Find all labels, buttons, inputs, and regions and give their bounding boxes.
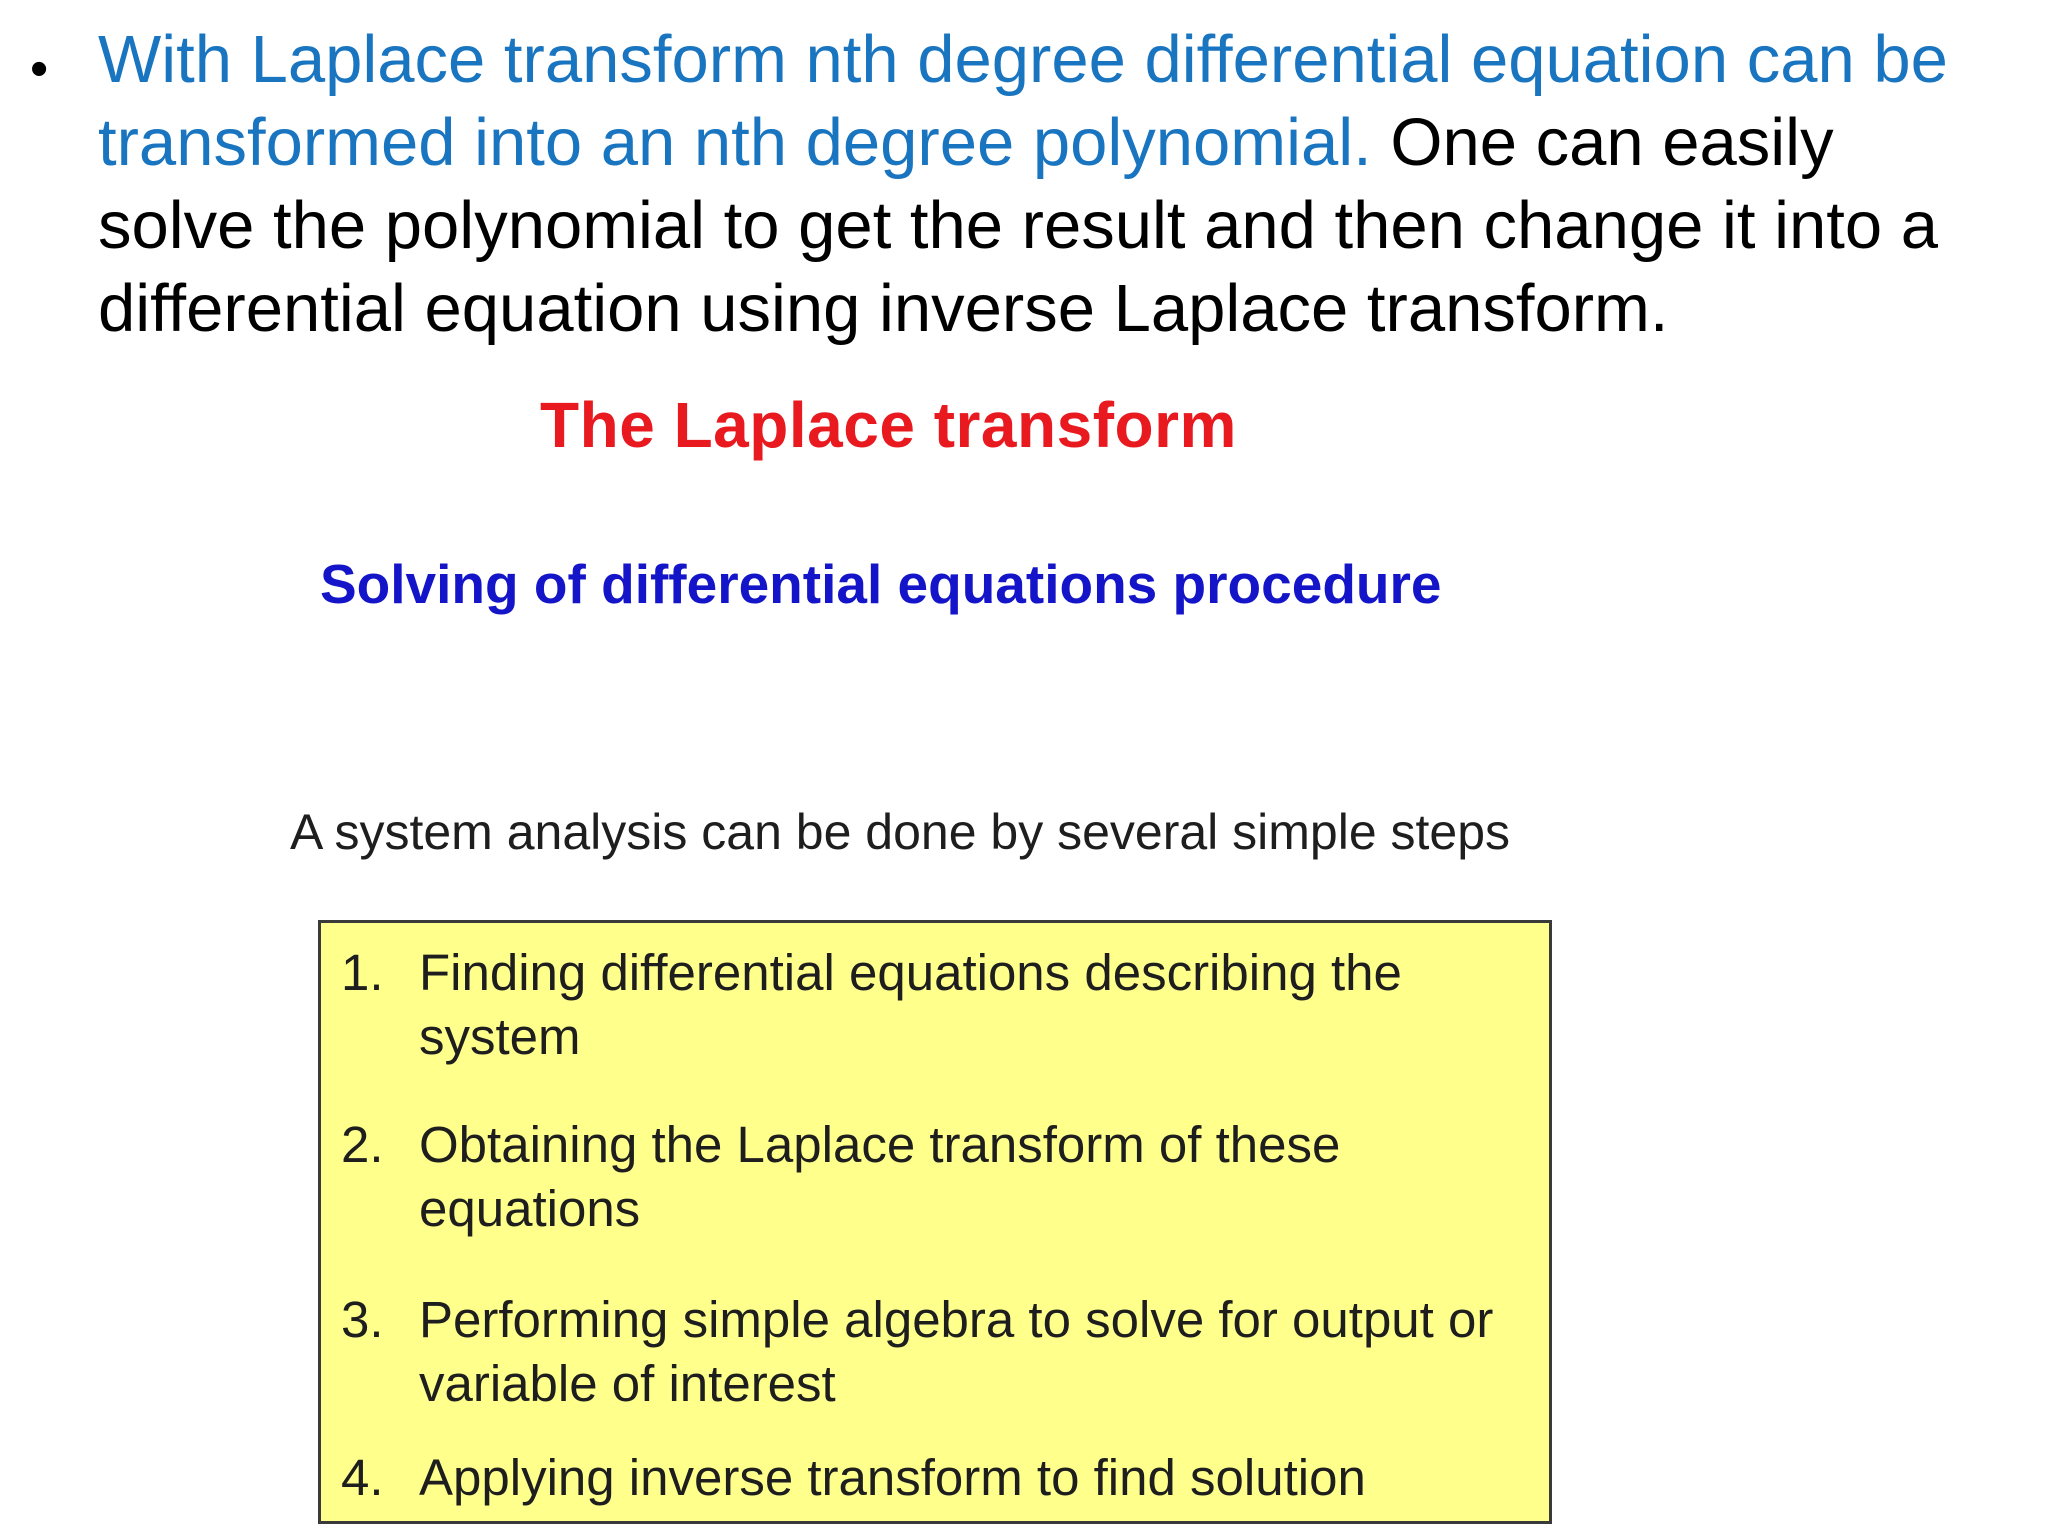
figure-subtitle: Solving of differential equations procedure: [320, 553, 1442, 615]
step-number: 3.: [341, 1291, 384, 1348]
step-number: 2.: [341, 1116, 384, 1173]
bullet-highlight-text: With Laplace transform nth degree differential equation can be transformed into an nth degree polynomial.: [98, 22, 1948, 180]
step-text: Finding differential equations describing the system: [419, 944, 1402, 1065]
bullet-dot-icon: •: [30, 40, 49, 98]
step-number: 1.: [341, 944, 384, 1001]
figure-intro-text: A system analysis can be done by several simple steps: [290, 804, 1511, 860]
step-text: Obtaining the Laplace transform of these equations: [419, 1116, 1341, 1237]
bullet-paragraph: [98, 18, 2008, 350]
step-number: 4.: [341, 1449, 384, 1506]
figure-title: The Laplace transform: [540, 389, 1237, 461]
bullet-body-text: One can easily solve the polynomial to get the result and then change it into a differential equation using inverse Laplace transform.: [98, 105, 1938, 346]
steps-box: [318, 920, 1552, 1524]
step-text: Performing simple algebra to solve for output or variable of interest: [419, 1291, 1494, 1412]
step-text: Applying inverse transform to find solution: [419, 1449, 1366, 1506]
